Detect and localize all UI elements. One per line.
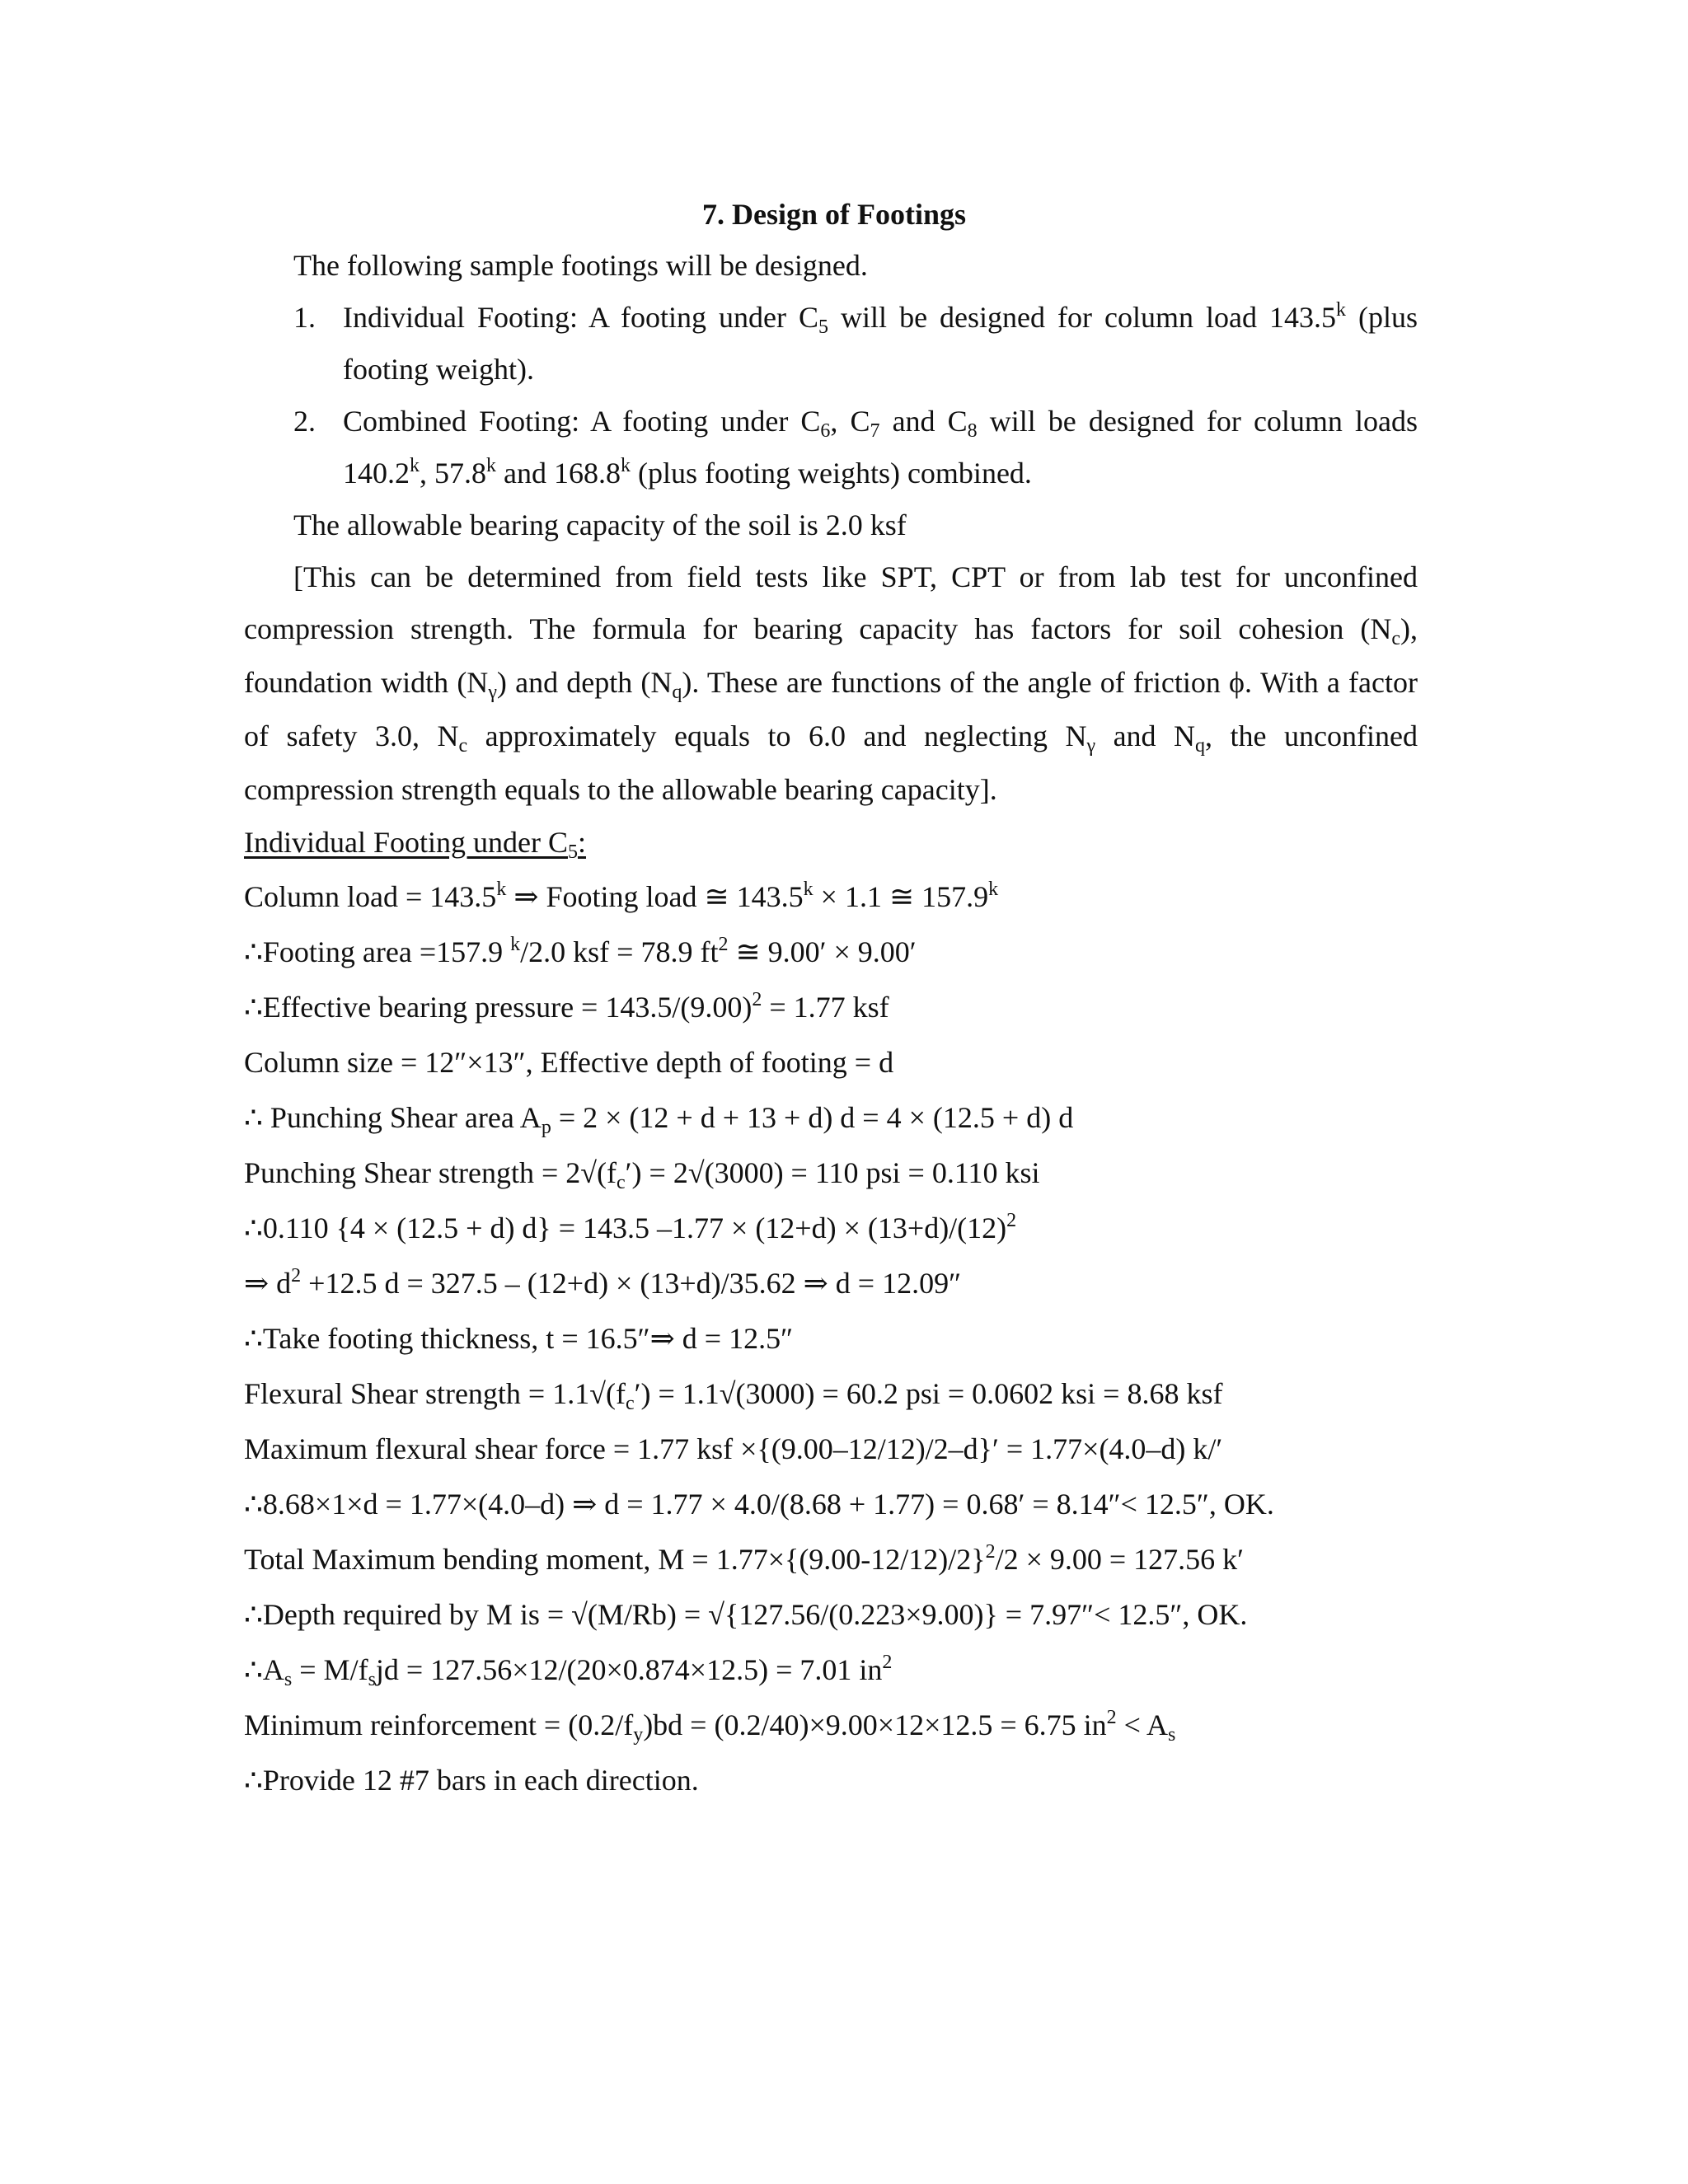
list-number-1: 1. (293, 301, 316, 334)
calc-line-2: ∴Footing area =157.9 $^k$/2.0 ksf = 78.9 $ft^2$ ≅ 9.00′ × 9.00′ (244, 934, 917, 968)
calc-line-8: ⇒ $d^2 +12.5$ d = 327.5 – (12+d) × (13+d)/35.62 ⇒ d = 12.09″ (244, 1265, 962, 1300)
list-item-2-line1: Combined Footing: A footing under $C_6$, $C_7$ and $C_8$ will be designed for column loads (343, 405, 1418, 442)
calc-line-3: ∴Effective bearing pressure = $143.5/(9.00)^2 = 1.77$ ksf (244, 989, 889, 1024)
note-line-1: [This can be determined from field tests like SPT, CPT or from lab test for unconfined (293, 560, 1418, 593)
list-number-2: 2. (293, 405, 316, 438)
calc-line-13: Total Maximum bending moment, $M = 1.77\times\{(9.00-12/12)/2\}^2/2 \times 9.00 = 127.56$ k′ (244, 1541, 1245, 1576)
calc-line-9: ∴Take footing thickness, t = 16.5″⇒ d = 12.5″ (244, 1322, 794, 1355)
bearing-capacity-text: The allowable bearing capacity of the soil is 2.0 ksf (293, 509, 907, 541)
note-line-4: of safety 3.0, $N_c$ approximately equals to 6.0 and neglecting $N_\gamma$ and $N_q$, the unconfined (244, 719, 1418, 757)
calc-line-14: ∴Depth required by M is = √(M/Rb) = √{127.56/(0.223×9.00)} = 7.97″< 12.5″, OK. (244, 1598, 1248, 1631)
note-line-2: compression strength. The formula for bearing capacity has factors for soil cohesion $(N_c)$, (244, 612, 1418, 649)
calc-line-6: Punching Shear strength = $2√(f_c') = 2√(3000) = 110$ psi = 0.110 ksi (244, 1156, 1040, 1193)
list-item-1-line2: footing weight). (343, 353, 534, 386)
calc-line-16: Minimum reinforcement = $(0.2/f_y)bd = (0.2/40)\times 9.00\times 12\times 12.5 = 6.75$ $in^2 < A_s$ (244, 1707, 1176, 1746)
section-heading: Individual Footing under $C_5$: (244, 826, 586, 863)
calc-line-4: Column size = 12″×13″, Effective depth of footing = d (244, 1046, 894, 1079)
page-title: 7. Design of Footings (701, 198, 966, 231)
note-line-3: foundation width $(N_\gamma)$ and depth $(N_q)$. These are functions of the angle of friction ϕ. With a factor (244, 666, 1418, 703)
calc-line-7: ∴0.110 {4 × (12.5 + d) d} = 143.5 $-1.77 \times (12+d) \times (13+d)/(12)^2$ (244, 1210, 1017, 1244)
calc-line-15: $\therefore A_s = M/f_sjd = 127.56\times 12/(20\times 0.874\times 12.5) = 7.01$ $in^2$ (244, 1652, 893, 1690)
calc-line-1: Column load = $143.5^k$ ⇒ Footing load ≅ $143.5^k \times 1.1$ ≅ 157.9$^k$ (244, 879, 999, 913)
calc-line-17: ∴Provide 12 #7 bars in each direction. (244, 1764, 699, 1797)
list-item-1-line1: Individual Footing: A footing under $C_5$ will be designed for column load 143.5$^k$ (plus (343, 299, 1418, 338)
note-line-5: compression strength equals to the allowable bearing capacity]. (244, 773, 997, 806)
calc-line-12: ∴8.68×1×d = 1.77×(4.0–d) ⇒ d = 1.77 × 4.0/(8.68 + 1.77) = 0.68′ = 8.14″< 12.5″, OK. (244, 1488, 1274, 1521)
calc-line-11: Maximum flexural shear force = 1.77 ksf ×{(9.00–12/12)/2–d}′ = 1.77×(4.0–d) k/′ (244, 1432, 1223, 1465)
calc-line-5: ∴ Punching Shear area $A_p = 2 \times (12 + d + 13 + d) d = 4 \times (12.5 + d)$ d (244, 1101, 1074, 1138)
calc-line-10: Flexural Shear strength = $1.1√(f_c') = 1.1√(3000) = 60.2$ psi = 0.0602 ksi = 8.68 ksf (244, 1377, 1223, 1414)
intro-text: The following sample footings will be designed. (293, 249, 868, 282)
list-item-2-line2: 140.2$^k$, 57.8$^k$ and 168.8$^k$ (plus footing weights) combined. (343, 455, 1032, 490)
